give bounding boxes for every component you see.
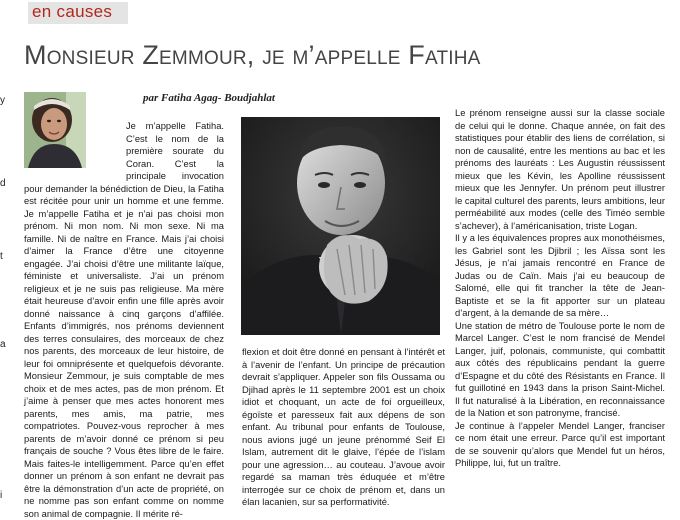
column-3-paragraph-3: Une station de métro de Toulouse porte le nom de Marcel Langer. C’est le nom francisé de Mendel Langer, juif, polonais, communiste, qui combattit aux côtés des républicains pendant la guerre d’Espagne et du côté des Résistants en France. Il fut guillotiné en 1943 dans la prison Saint-Michel. Il fut naturalisé à la Libération, en reconnaissance de la Nation et son patronyme, francisé.: [455, 320, 665, 418]
section-rubric-label: en causes: [32, 2, 113, 21]
column-3-paragraph-1: Le prénom renseigne aussi sur la classe sociale de celui qui le donne. Chaque année, on fait des statistiques pour établir des liens de corrélation, si non de causalité, entre les mentions au bac et les prénoms des lauréats : Les Augustin réussissent mieux que les Kévin, les Apolline réussissent mieux que les Jennyfer. Un prénom peut illustrer le capital culturel des parents, leurs ambitions, leur perméabilité aux modes (celle des Timéo semble s’achever), à l’américanisation, triste Logan.: [455, 108, 665, 231]
column-2-text: flexion et doit être donné en pensant à l’intérêt et à l’avenir de l’enfant. Un principe de précaution devrait s’appliquer. Appeler son fils Oussama ou Djihad après le 11 septembre 2001 est un choix idiot et choquant, un acte de foi orgueilleux, égoïste et paresseux fait aux dépens de son enfant. Au tribunal pour enfants de Toulouse, nous avions jugé un jeune prénommé Seif El Islam, autrement dit le glaive, l’épée de l’islam pour une agression… au couteau. J’avoue avoir regardé sa maman très éduquée et m’être interrogée sur ce choix de prénom et, dans un élan lacanien, sur sa performativité.: [242, 347, 445, 507]
edge-fragment: i: [0, 490, 3, 501]
article-column-1: [24, 120, 224, 520]
column-3-paragraph-2: Il y a les équivalences propres aux monothéismes, les Gabriel sont les Djibril ; les Aïssa sont les Jésus, je n’ai jamais rencontré en France de Judas ou de Caïn. Mais j’ai eu beaucoup de Salomé, elle qui fit trancher la tête de Jean-Baptiste et se la fit apporter sur un plateau d’argent, à la demande de sa mère…: [455, 233, 665, 318]
edge-fragment: y: [0, 95, 5, 106]
main-photo: [241, 117, 440, 335]
column-1-text: Je m’appelle Fatiha. C’est le nom de la première sourate du Coran. C’est la principale invocation pour demander la bénédiction de Dieu, la Fatiha est récitée pour unir un homme et une femme. Je m’appelle Fatiha et je n’ai pas choisi mon prénom. Ni mon nom. Ni mon sexe. Ni ma famille. Ni de naître en France. Mais j’ai choisi d’aimer la France d’être une citoyenne engagée. J’ai choisi d’être une militante laïque, féministe et universaliste. J’ai un prénom religieux et je ne suis pas religieuse. Ma mère était heureuse d’avoir enfin une fille après avoir donné naissance à cinq garçons d’affilée. Enfants d’immigrés, nos prénoms deviennent des terres consulaires, des morceaux de chez nos parents, des morceaux de leur histoire, de leur foi omniprésente et quelquefois dévorante. Monsieur Zemmour, je suis comptable de mes choix et de mes actes, pas de mon prénom. Et j’aime à penser que mes actes honorent mes parents, mes amis, ma patrie, mes compatriotes. Pouvez-vous reprocher à mes parents de m’avoir donné ce prénom si peu français de souche ? Vous êtes libre de le faire. Mais faites-le intelligemment. Parce qu’en effet donner un prénom à son enfant ne devrait pas être la démonstration d’un acte de propriété, on ne nomme pas son enfant comme on nomme son animal de compagnie. Il mérite ré-: [24, 121, 224, 519]
edge-fragment: d: [0, 178, 6, 189]
article-title: Monsieur Zemmour, je m’appelle Fatiha: [24, 40, 481, 70]
portrait-man-hands-clasped-image: [241, 117, 440, 335]
article-column-2: [242, 346, 445, 509]
edge-fragment: t: [0, 251, 3, 262]
article-column-3: [455, 107, 665, 470]
byline: par Fatiha Agag- Boudjahlat: [143, 92, 275, 104]
column-3-paragraph-4: Je continue à l’appeler Mendel Langer, franciser ce nom était une erreur. Parce qu’il est important de se souvenir qu’alors que Mendel fut un héros, Philippe, lui, fut un traître.: [455, 420, 665, 468]
section-rubric: [28, 2, 128, 24]
edge-fragment: a: [0, 339, 6, 350]
